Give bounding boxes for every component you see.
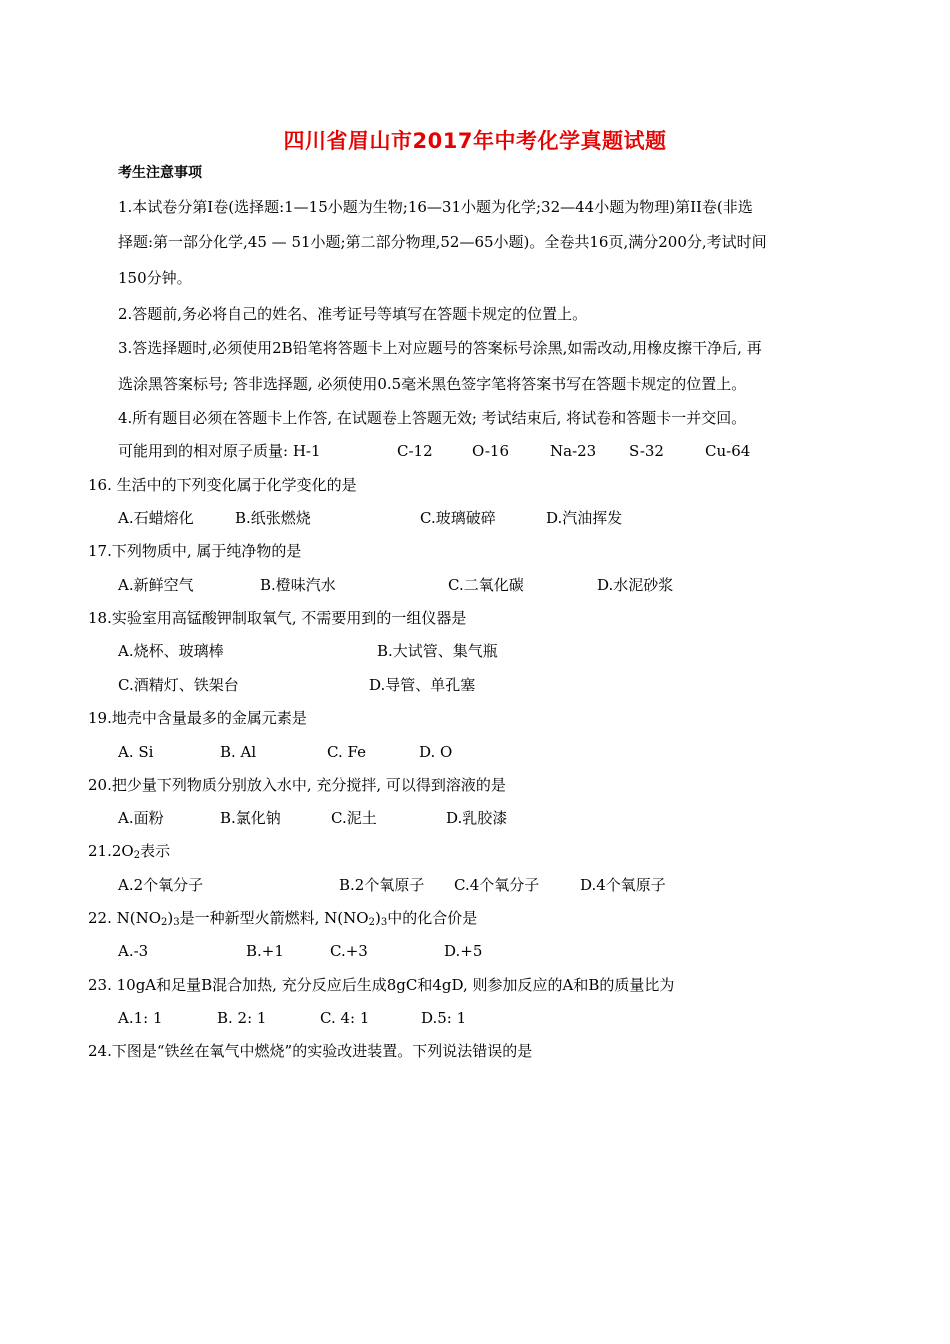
question-stem: 19.地壳中含量最多的金属元素是 xyxy=(88,709,307,727)
question-stem: 20.把少量下列物质分别放入水中, 充分搅拌, 可以得到溶液的是 xyxy=(88,776,506,794)
question-options xyxy=(118,742,818,762)
notice-item-3-line-2: 选涂黑答案标号; 答非选择题, 必须使用0.5毫米黑色签字笔将答案书写在答题卡规定的位置上。 xyxy=(118,375,747,393)
notice-heading: 考生注意事项 xyxy=(118,165,202,181)
stem-text: 表示 xyxy=(140,842,171,860)
stem-text: ) xyxy=(374,909,381,927)
atomic-mass: Na-23 xyxy=(550,442,597,460)
subscript: 2 xyxy=(161,917,168,928)
stem-text: 是一种新型火箭燃料, N(NO xyxy=(179,909,369,927)
option-a: A.新鲜空气 xyxy=(118,576,194,594)
option-c: C.泥土 xyxy=(331,809,377,827)
question-options xyxy=(118,808,818,828)
atomic-masses-row xyxy=(118,441,818,461)
option-d: D.导管、单孔塞 xyxy=(369,676,476,694)
option-a: A.石蜡熔化 xyxy=(118,509,194,527)
question-options xyxy=(118,675,818,695)
option-b: B.大试管、集气瓶 xyxy=(377,642,498,660)
question-stem: 18.实验室用高锰酸钾制取氧气, 不需要用到的一组仪器是 xyxy=(88,609,467,627)
atomic-mass: C-12 xyxy=(397,442,433,460)
atomic-masses-label: 可能用到的相对原子质量: H-1 xyxy=(118,442,321,460)
question-stem: 24.下图是“铁丝在氧气中燃烧”的实验改进装置。下列说法错误的是 xyxy=(88,1042,533,1060)
atomic-mass: S-32 xyxy=(629,442,664,460)
option-c: C.二氧化碳 xyxy=(448,576,524,594)
question-stem: 23. 10gA和足量B混合加热, 充分反应后生成8gC和4gD, 则参加反应的A和B的质量比为 xyxy=(88,976,675,994)
option-a: A.1: 1 xyxy=(118,1009,163,1027)
notice-item-4: 4.所有题目必须在答题卡上作答, 在试题卷上答题无效; 考试结束后, 将试卷和答题卡一并交回。 xyxy=(118,409,747,427)
option-d: D.4个氧原子 xyxy=(580,876,666,894)
option-d: D.水泥砂浆 xyxy=(597,576,674,594)
option-c: C.4个氧分子 xyxy=(454,876,540,894)
notice-item-3-line-1: 3.答选择题时,必须使用2B铅笔将答题卡上对应题号的答案标号涂黑,如需改动,用橡皮擦干净后, 再 xyxy=(118,339,762,357)
page-title: 四川省眉山市2017年中考化学真题试题 xyxy=(283,129,667,153)
question-stem: 17.下列物质中, 属于纯净物的是 xyxy=(88,542,302,560)
option-d: D.+5 xyxy=(444,942,483,960)
question-stem: 16. 生活中的下列变化属于化学变化的是 xyxy=(88,476,357,494)
question-options xyxy=(118,941,818,961)
option-c: C. 4: 1 xyxy=(320,1009,370,1027)
option-b: B. 2: 1 xyxy=(217,1009,267,1027)
subscript: 3 xyxy=(173,917,180,928)
notice-item-1-line-1: 1.本试卷分第Ⅰ卷(选择题:1—15小题为生物;16—31小题为化学;32—44小题为物理)第II卷(非选 xyxy=(118,198,753,216)
subscript: 2 xyxy=(133,850,141,861)
atomic-mass: Cu-64 xyxy=(705,442,751,460)
question-options xyxy=(118,641,818,661)
stem-text: 21.2O xyxy=(88,842,134,860)
question-options xyxy=(118,1008,818,1028)
stem-text: 中的化合价是 xyxy=(387,909,478,927)
subscript: 3 xyxy=(380,917,388,928)
option-d: D. O xyxy=(419,743,453,761)
atomic-mass: O-16 xyxy=(472,442,510,460)
question-options xyxy=(118,508,818,528)
notice-item-1-line-3: 150分钟。 xyxy=(118,269,192,287)
stem-text: ) xyxy=(167,909,174,927)
option-d: D.汽油挥发 xyxy=(546,509,623,527)
question-stem xyxy=(88,908,477,933)
option-b: B.氯化钠 xyxy=(220,809,281,827)
question-options xyxy=(118,875,818,895)
option-a: A.面粉 xyxy=(118,809,164,827)
option-c: C. Fe xyxy=(327,743,366,761)
subscript: 2 xyxy=(368,917,375,928)
option-b: B.纸张燃烧 xyxy=(235,509,311,527)
notice-item-2: 2.答题前,务必将自己的姓名、准考证号等填写在答题卡规定的位置上。 xyxy=(118,305,588,323)
option-b: B.+1 xyxy=(246,942,284,960)
option-b: B. Al xyxy=(220,743,257,761)
option-a: A.烧杯、玻璃棒 xyxy=(118,642,224,660)
stem-text: 22. N(NO xyxy=(88,909,162,927)
option-b: B.橙味汽水 xyxy=(260,576,336,594)
option-a: A.2个氧分子 xyxy=(118,876,204,894)
option-a: A.-3 xyxy=(118,942,149,960)
option-c: C.+3 xyxy=(330,942,368,960)
notice-item-1-line-2: 择题:第一部分化学,45 — 51小题;第二部分物理,52—65小题)。全卷共16页,满分200分,考试时间 xyxy=(118,233,767,251)
option-d: D.5: 1 xyxy=(421,1009,467,1027)
option-a: A. Si xyxy=(118,743,154,761)
option-c: C.酒精灯、铁架台 xyxy=(118,676,239,694)
option-d: D.乳胶漆 xyxy=(446,809,508,827)
question-options xyxy=(118,575,818,595)
question-stem xyxy=(88,841,170,866)
option-b: B.2个氧原子 xyxy=(339,876,425,894)
option-c: C.玻璃破碎 xyxy=(420,509,496,527)
